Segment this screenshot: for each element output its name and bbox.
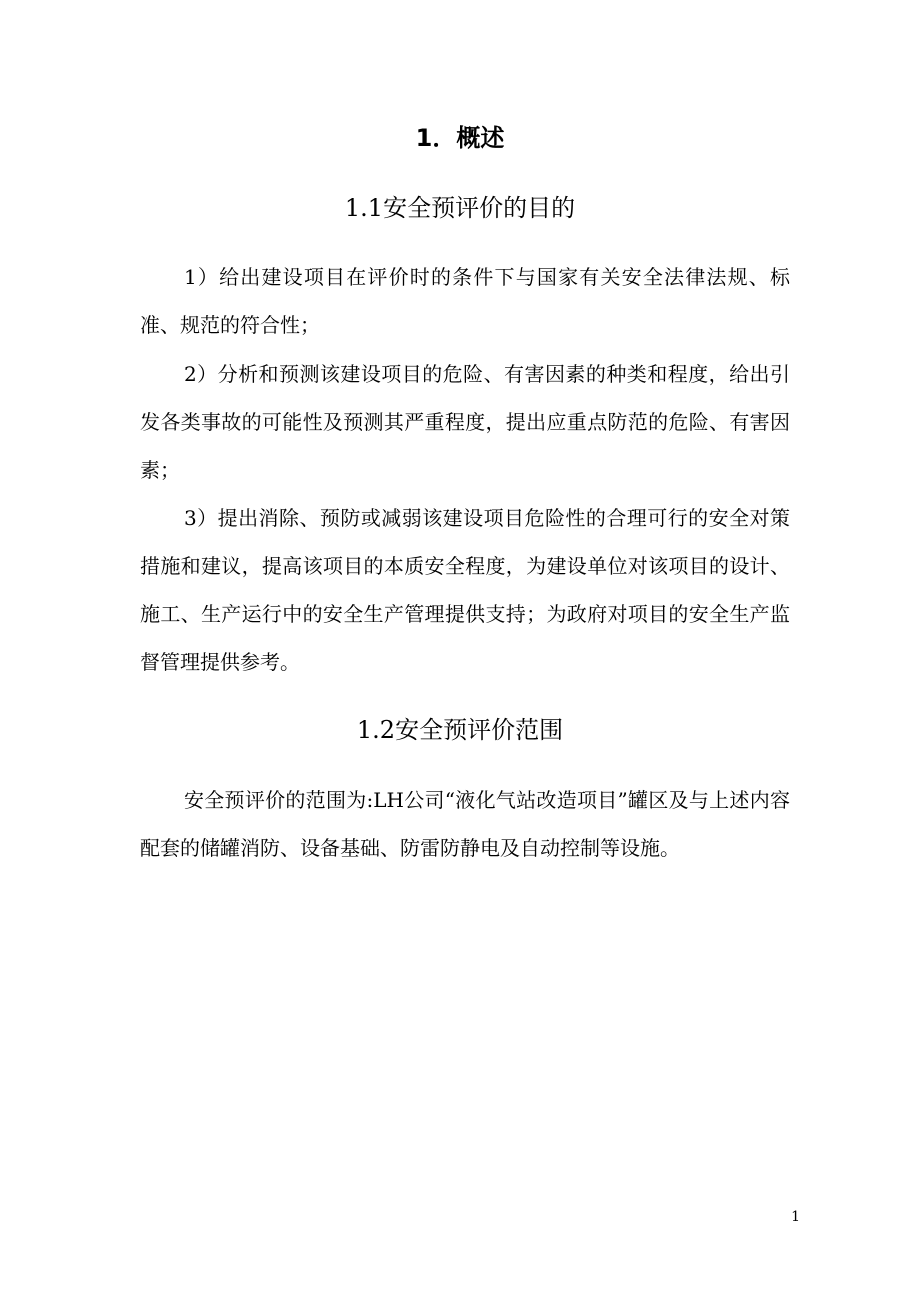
page-number: 1 bbox=[791, 1209, 800, 1225]
chapter-title: 1．概述 bbox=[415, 124, 505, 152]
paragraph-1-1-2: 2）分析和预测该建设项目的危险、有害因素的种类和程度，给出引发各类事故的可能性及预测其严重程度，提出应重点防范的危险、有害因素； bbox=[140, 362, 790, 482]
paragraph-1-1-3: 3）提出消除、预防或减弱该建设项目危险性的合理可行的安全对策措施和建议，提高该项目的本质安全程度，为建设单位对该项目的设计、施工、生产运行中的安全生产管理提供支持；为政府对项目的安全生产监督管理提供参考。 bbox=[140, 506, 790, 674]
paragraph-1-1-1: 1）给出建设项目在评价时的条件下与国家有关安全法律法规、标准、规范的符合性； bbox=[140, 265, 790, 337]
section-title-1-1: 1.1安全预评价的目的 bbox=[344, 194, 576, 222]
paragraph-1-2-1: 安全预评价的范围为:LH公司“液化气站改造项目”罐区及与上述内容配套的储罐消防、设备基础、防雷防静电及自动控制等设施。 bbox=[140, 788, 790, 860]
section-title-1-2: 1.2安全预评价范围 bbox=[356, 716, 564, 744]
